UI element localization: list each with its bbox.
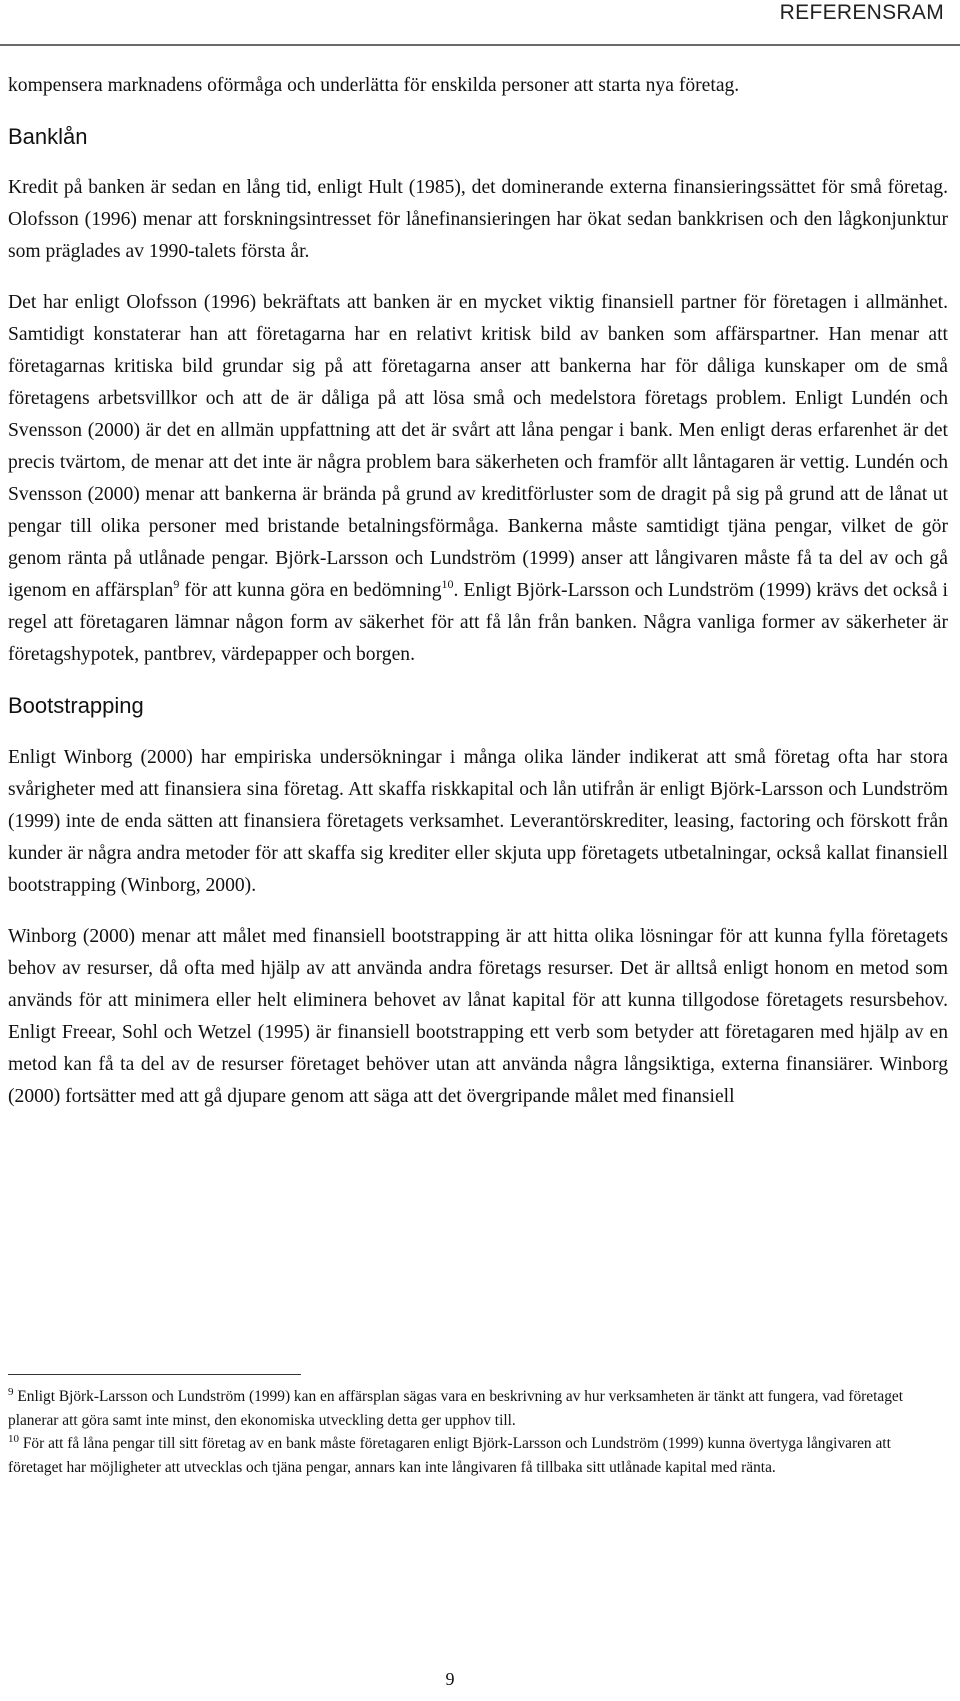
footnote-text-9: Enligt Björk-Larsson och Lundström (1999) kan en affärsplan sägas vara en beskrivning av hur verksamheten är tänkt att fungera, vad företaget planerar att göra samt inte minst, den ekonomiska utveckling detta ger upphov till. — [8, 1388, 904, 1429]
footnote-10 — [8, 1432, 928, 1479]
footnote-9 — [8, 1385, 928, 1432]
section-heading-bootstrapping: Bootstrapping — [8, 693, 144, 718]
footnote-ref-9[interactable]: 9 — [173, 577, 180, 591]
paragraph-text: . Enligt Björk-Larsson och Lundström (1999) krävs det också i regel att företagaren lämnar någon form av säkerhet för att få lån från banken. Några vanliga former av säkerheter är företagshypotek, pantbrev, värdepapper och borgen. — [8, 580, 948, 665]
footnote-divider — [8, 1374, 301, 1375]
section-heading-banklan: Banklån — [8, 124, 88, 149]
footnote-text-10: För att få låna pengar till sitt företag av en bank måste företagaren enligt Björk-Larsson och Lundström (1999) kunna övertyga långivaren att företaget har möjligheter att utvecklas och tjäna pengar, annars kan inte långivaren få tillbaka sitt utlånade kapital med ränta. — [8, 1435, 891, 1476]
body-text — [8, 70, 948, 1132]
footnotes — [8, 1385, 928, 1479]
page-number: 9 — [445, 1669, 455, 1689]
footnote-mark-10: 10 — [8, 1433, 19, 1445]
paragraph-winborg-1: Enligt Winborg (2000) har empiriska undersökningar i många olika länder indikerat att små företag ofta har stora svårigheter med att finansiera sina företag. Att skaffa riskkapital och lån utifrån är enligt Björk-Larsson och Lundström (1999) inte de enda sätten att finansiera företagets verksamhet. Leverantörskrediter, leasing, factoring och förskott från kunder är några andra metoder för att skaffa sig krediter eller skjuta upp företagets utbetalningar, också kallat finansiell bootstrapping (Winborg, 2000). — [8, 747, 948, 896]
header-divider — [0, 44, 960, 46]
paragraph-olofsson — [8, 287, 948, 671]
running-header: REFERENSRAM — [779, 1, 944, 24]
paragraph-text: Det har enligt Olofsson (1996) bekräftats att banken är en mycket viktig finansiell partner för företagen i allmänhet. Samtidigt konstaterar han att företagarna har en relativt kritisk bild av banken som affärspartner. Han menar att företagarnas kritiska bild grundar sig på att företagarna anser att bankerna har för dåliga kunskaper om de små företagens arbetsvillkor och att de är dåliga på att lösa små och medelstora företags problem. Enligt Lundén och Svensson (2000) är det en allmän uppfattning att det är svårt att låna pengar i bank. Men enligt deras erfarenhet är det precis tvärtom, de menar att det inte är några problem bara säkerheten och framför allt låntagaren är vettig. Lundén och Svensson (2000) menar att bankerna är brända på grund av kreditförluster som de dragit på sig på grund att de lånat ut pengar till olika personer med bristande betalningsförmåga. Bankerna måste samtidigt tjäna pengar, vilket de gör genom ränta på utlånade pengar. Björk-Larsson och Lundström (1999) anser att långivaren måste få ta del av och gå igenom en affärsplan — [8, 292, 948, 601]
paragraph-intro: kompensera marknadens oförmåga och underlätta för enskilda personer att starta nya företag. — [8, 75, 740, 96]
footnote-ref-10[interactable]: 10 — [441, 577, 454, 591]
footnote-mark-9: 9 — [8, 1386, 14, 1398]
paragraph-winborg-2: Winborg (2000) menar att målet med finansiell bootstrapping är att hitta olika lösningar för att kunna fylla företagets behov av resurser, då ofta med hjälp av att använda andra företags resurser. Det är alltså enligt honom en metod som används för att minimera eller helt eliminera behovet av lånat kapital för att kunna tillgodose företagets resursbehov. Enligt Freear, Sohl och Wetzel (1995) är finansiell bootstrapping ett verb som betyder att företagaren med hjälp av en metod kan få ta del av de resurser företaget behöver utan att använda några långsiktiga, externa finansiärer. Winborg (2000) fortsätter med att gå djupare genom att säga att det övergripande målet med finansiell — [8, 926, 948, 1107]
paragraph-text: för att kunna göra en bedömning — [179, 580, 442, 601]
paragraph-kredit: Kredit på banken är sedan en lång tid, enligt Hult (1985), det dominerande externa finansieringssättet för små företag. Olofsson (1996) menar att forskningsintresset för lånefinansieringen har ökat sedan bankkrisen och den lågkonjunktur som präglades av 1990-talets första år. — [8, 177, 948, 262]
